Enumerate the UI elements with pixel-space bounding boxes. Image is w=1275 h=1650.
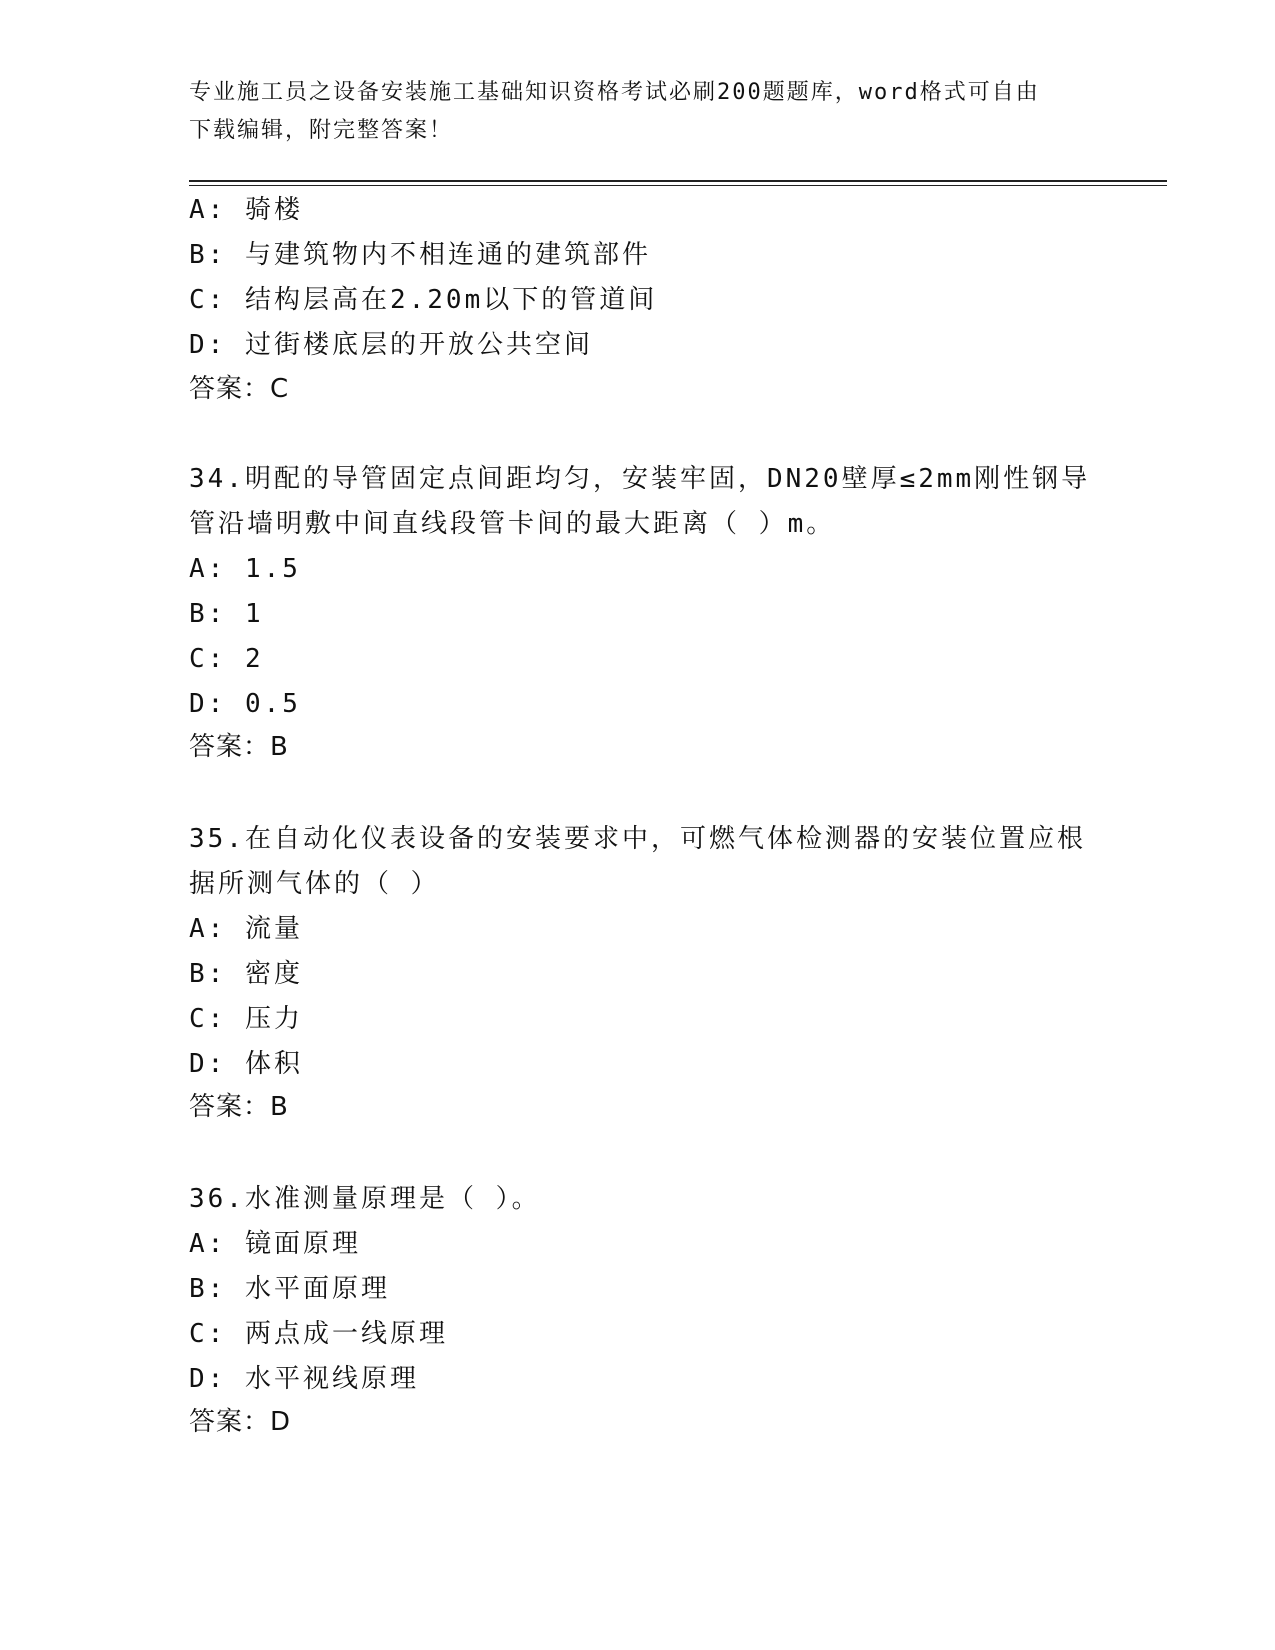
q35-question-line1: 35.在自动化仪表设备的安装要求中，可燃气体检测器的安装位置应根	[189, 824, 1086, 854]
q36-option-d: D: 水平视线原理	[189, 1364, 419, 1394]
q33-option-d: D: 过街楼底层的开放公共空间	[189, 330, 593, 360]
q35-question-line2: 据所测气体的（ ）	[189, 869, 440, 899]
q33-option-c: C: 结构层高在2.20m以下的管道间	[189, 285, 658, 315]
q34-option-a: A: 1.5	[189, 554, 301, 584]
q34-option-d: D: 0.5	[189, 689, 301, 719]
q36-answer: 答案：D	[189, 1407, 292, 1437]
q33-option-a: A: 骑楼	[189, 195, 303, 225]
q35-answer: 答案：B	[189, 1092, 289, 1122]
header-rule-thick	[189, 180, 1167, 182]
q33-answer: 答案：C	[189, 374, 290, 404]
q34-question-line2: 管沿墙明敷中间直线段管卡间的最大距离（ ）m。	[189, 509, 836, 539]
header-title-line1: 专业施工员之设备安装施工基础知识资格考试必刷200题题库，word格式可自由	[189, 80, 1040, 105]
q35-option-a: A: 流量	[189, 914, 303, 944]
q33-option-b: B: 与建筑物内不相连通的建筑部件	[189, 240, 651, 270]
q34-answer: 答案：B	[189, 732, 289, 762]
q34-question-line1: 34.明配的导管固定点间距均匀，安装牢固，DN20壁厚≤2mm刚性钢导	[189, 464, 1091, 494]
q36-option-a: A: 镜面原理	[189, 1229, 361, 1259]
q35-option-d: D: 体积	[189, 1049, 303, 1079]
q34-option-b: B: 1	[189, 599, 264, 629]
q36-option-b: B: 水平面原理	[189, 1274, 390, 1304]
header-title-line2: 下载编辑，附完整答案！	[189, 118, 454, 143]
header-rule-thin	[189, 185, 1167, 186]
q35-option-c: C: 压力	[189, 1004, 303, 1034]
q35-option-b: B: 密度	[189, 959, 303, 989]
document-header	[189, 74, 1069, 150]
q34-option-c: C: 2	[189, 644, 264, 674]
q36-question-line1: 36.水准测量原理是（ ）。	[189, 1184, 541, 1214]
q36-option-c: C: 两点成一线原理	[189, 1319, 448, 1349]
